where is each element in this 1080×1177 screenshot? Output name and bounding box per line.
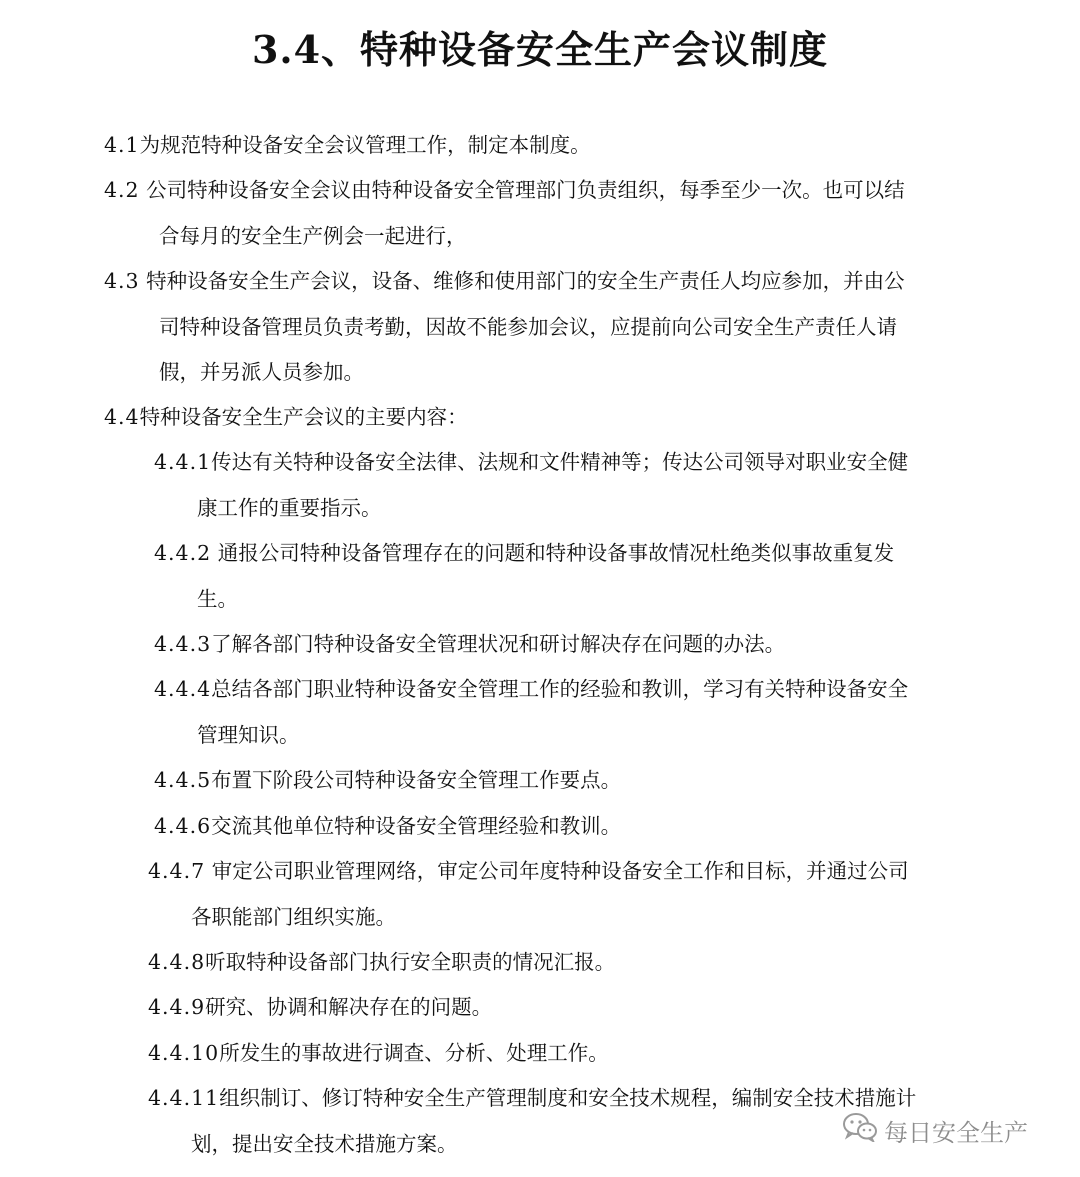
clause-number: 4.4.7	[148, 859, 206, 883]
clause-line	[154, 531, 894, 577]
clause-number: 4.1	[104, 133, 140, 157]
clause-continuation: 假，并另派人员参加。	[159, 360, 364, 384]
clause-number: 4.4.8	[148, 950, 206, 974]
clause-text: 布置下阶段公司特种设备安全管理工作要点。	[211, 768, 622, 792]
clause-text: 通报公司特种设备管理存在的问题和特种设备事故情况杜绝类似事故重复发	[211, 541, 895, 565]
clause-4-4-2	[154, 531, 894, 622]
clause-number: 4.4	[104, 405, 140, 429]
watermark-text: 每日安全生产	[884, 1118, 1028, 1147]
clause-number: 4.4.3	[154, 632, 212, 656]
clause-text: 特种设备安全生产会议的主要内容：	[139, 405, 468, 429]
clause-number: 4.4.10	[148, 1041, 220, 1065]
clause-line	[104, 168, 905, 214]
clause-line	[154, 804, 621, 850]
clause-number: 4.4.1	[154, 450, 212, 474]
clause-number: 4.4.9	[148, 995, 206, 1019]
clause-text: 组织制订、修订特种安全生产管理制度和安全技术规程，编制安全技术措施计	[219, 1086, 917, 1110]
clause-number: 4.4.5	[154, 768, 212, 792]
clause-continuation: 管理知识。	[197, 722, 300, 747]
clause-line	[104, 259, 905, 305]
document-title: 3.4、特种设备安全生产会议制度	[251, 27, 829, 72]
clause-line	[154, 622, 785, 668]
clause-line	[148, 940, 615, 986]
watermark	[842, 1112, 1028, 1148]
clause-text: 了解各部门特种设备安全管理状况和研讨解决存在问题的办法。	[211, 632, 786, 656]
clause-text: 公司特种设备安全会议由特种设备安全管理部门负责组织，每季至少一次。也可以结	[139, 178, 905, 202]
clause-line	[148, 985, 492, 1031]
clause-text: 研究、协调和解决存在的问题。	[205, 995, 493, 1019]
clause-line	[148, 1031, 609, 1077]
clause-continuation: 合每月的安全生产例会一起进行，	[159, 223, 467, 248]
clause-4-4-5	[154, 758, 621, 804]
clause-continuation: 生。	[197, 586, 238, 611]
clause-continuation: 划，提出安全技术措施方案。	[191, 1131, 458, 1156]
clause-text: 特种设备安全生产会议，设备、维修和使用部门的安全生产责任人均应参加，并由公	[139, 269, 905, 293]
clause-4-1	[104, 123, 591, 169]
clause-line	[148, 1076, 916, 1122]
clause-line	[154, 440, 908, 486]
clause-number: 4.3	[104, 269, 140, 293]
clause-number: 4.4.6	[154, 814, 212, 838]
clause-number: 4.2	[104, 178, 140, 202]
clause-4-4-10	[148, 1031, 609, 1077]
clause-4-4-3	[154, 622, 785, 668]
clause-number: 4.4.4	[154, 677, 212, 701]
clause-4-4-4	[154, 667, 908, 758]
clause-continuation: 康工作的重要指示。	[197, 495, 382, 520]
clause-text: 交流其他单位特种设备安全管理经验和教训。	[211, 814, 622, 838]
clause-4-3	[104, 259, 905, 396]
clause-line	[154, 667, 908, 713]
clause-line	[148, 849, 909, 895]
clause-number: 4.4.11	[148, 1086, 220, 1110]
clause-text: 总结各部门职业特种设备安全管理工作的经验和教训，学习有关特种设备安全	[211, 677, 909, 701]
clause-number: 4.4.2	[154, 541, 212, 565]
clause-4-4-7	[148, 849, 909, 940]
clause-4-4-6	[154, 804, 621, 850]
clause-4-4-11	[148, 1076, 916, 1167]
clause-line	[104, 123, 591, 169]
clause-4-2	[104, 168, 905, 259]
clause-4-4-9	[148, 985, 492, 1031]
clause-4-4	[104, 395, 468, 441]
clause-text: 所发生的事故进行调查、分析、处理工作。	[219, 1041, 609, 1065]
clause-text: 为规范特种设备安全会议管理工作，制定本制度。	[139, 133, 591, 157]
wechat-icon	[842, 1112, 884, 1148]
clause-line	[104, 395, 468, 441]
clause-line	[154, 758, 621, 804]
clause-text: 听取特种设备部门执行安全职责的情况汇报。	[205, 950, 616, 974]
clause-continuation: 司特种设备管理员负责考勤，因故不能参加会议，应提前向公司安全生产责任人请	[159, 314, 897, 339]
clause-4-4-8	[148, 940, 615, 986]
clause-4-4-1	[154, 440, 908, 531]
clause-text: 传达有关特种设备安全法律、法规和文件精神等；传达公司领导对职业安全健	[211, 450, 909, 474]
clause-text: 审定公司职业管理网络，审定公司年度特种设备安全工作和目标，并通过公司	[205, 859, 909, 883]
clause-continuation: 各职能部门组织实施。	[191, 904, 396, 929]
